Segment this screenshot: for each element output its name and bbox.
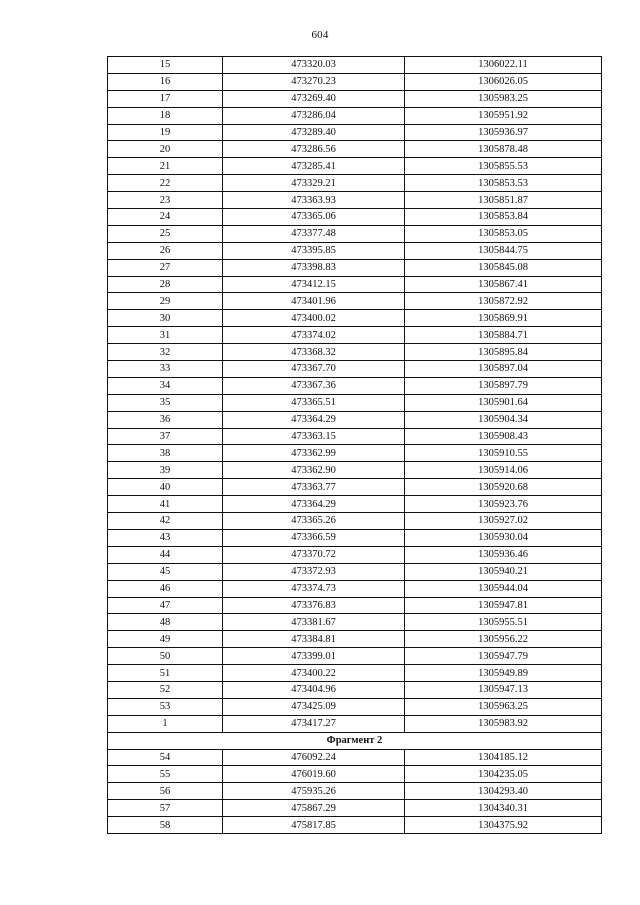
y-coordinate-cell: 1305884.71 [405, 327, 602, 344]
table-row [108, 445, 602, 462]
y-coordinate-cell: 1305949.89 [405, 665, 602, 682]
table-row [108, 496, 602, 513]
table-row [108, 479, 602, 496]
y-coordinate-cell: 1304293.40 [405, 783, 602, 800]
x-coordinate-cell: 473417.27 [223, 715, 405, 732]
x-coordinate-cell: 473395.85 [223, 242, 405, 259]
x-coordinate-cell: 473370.72 [223, 546, 405, 563]
x-coordinate-cell: 475817.85 [223, 817, 405, 834]
x-coordinate-cell: 476019.60 [223, 766, 405, 783]
table-row [108, 377, 602, 394]
y-coordinate-cell: 1305897.79 [405, 377, 602, 394]
table-row [108, 529, 602, 546]
table-row [108, 749, 602, 766]
point-number-cell: 30 [108, 310, 223, 327]
point-number-cell: 44 [108, 546, 223, 563]
y-coordinate-cell: 1305853.84 [405, 209, 602, 226]
point-number-cell: 18 [108, 107, 223, 124]
y-coordinate-cell: 1305851.87 [405, 192, 602, 209]
point-number-cell: 45 [108, 563, 223, 580]
x-coordinate-cell: 473285.41 [223, 158, 405, 175]
y-coordinate-cell: 1305872.92 [405, 293, 602, 310]
x-coordinate-cell: 473368.32 [223, 344, 405, 361]
x-coordinate-cell: 473376.83 [223, 597, 405, 614]
y-coordinate-cell: 1306022.11 [405, 57, 602, 74]
y-coordinate-cell: 1305956.22 [405, 631, 602, 648]
x-coordinate-cell: 473367.36 [223, 377, 405, 394]
point-number-cell: 34 [108, 377, 223, 394]
y-coordinate-cell: 1305947.81 [405, 597, 602, 614]
y-coordinate-cell: 1305845.08 [405, 259, 602, 276]
x-coordinate-cell: 473425.09 [223, 698, 405, 715]
y-coordinate-cell: 1305983.25 [405, 90, 602, 107]
y-coordinate-cell: 1304185.12 [405, 749, 602, 766]
x-coordinate-cell: 473269.40 [223, 90, 405, 107]
y-coordinate-cell: 1305904.34 [405, 411, 602, 428]
table-row [108, 242, 602, 259]
point-number-cell: 29 [108, 293, 223, 310]
y-coordinate-cell: 1305936.46 [405, 546, 602, 563]
x-coordinate-cell: 473384.81 [223, 631, 405, 648]
fragment-heading-row [108, 732, 602, 749]
table-row [108, 783, 602, 800]
x-coordinate-cell: 473286.56 [223, 141, 405, 158]
point-number-cell: 16 [108, 73, 223, 90]
table-row [108, 158, 602, 175]
x-coordinate-cell: 473320.03 [223, 57, 405, 74]
point-number-cell: 40 [108, 479, 223, 496]
y-coordinate-cell: 1305947.13 [405, 681, 602, 698]
point-number-cell: 52 [108, 681, 223, 698]
x-coordinate-cell: 473329.21 [223, 175, 405, 192]
table-row [108, 766, 602, 783]
y-coordinate-cell: 1305910.55 [405, 445, 602, 462]
point-number-cell: 21 [108, 158, 223, 175]
x-coordinate-cell: 473362.90 [223, 462, 405, 479]
table-row [108, 73, 602, 90]
y-coordinate-cell: 1306026.05 [405, 73, 602, 90]
x-coordinate-cell: 473400.02 [223, 310, 405, 327]
y-coordinate-cell: 1305955.51 [405, 614, 602, 631]
table-row [108, 614, 602, 631]
table-row [108, 665, 602, 682]
point-number-cell: 28 [108, 276, 223, 293]
y-coordinate-cell: 1305963.25 [405, 698, 602, 715]
point-number-cell: 19 [108, 124, 223, 141]
y-coordinate-cell: 1305944.04 [405, 580, 602, 597]
table-row [108, 344, 602, 361]
x-coordinate-cell: 473372.93 [223, 563, 405, 580]
point-number-cell: 26 [108, 242, 223, 259]
y-coordinate-cell: 1305936.97 [405, 124, 602, 141]
x-coordinate-cell: 473286.04 [223, 107, 405, 124]
table-row [108, 462, 602, 479]
x-coordinate-cell: 473365.26 [223, 513, 405, 530]
y-coordinate-cell: 1305923.76 [405, 496, 602, 513]
x-coordinate-cell: 473398.83 [223, 259, 405, 276]
y-coordinate-cell: 1305914.06 [405, 462, 602, 479]
y-coordinate-cell: 1305853.05 [405, 225, 602, 242]
point-number-cell: 15 [108, 57, 223, 74]
x-coordinate-cell: 473400.22 [223, 665, 405, 682]
point-number-cell: 22 [108, 175, 223, 192]
table-row [108, 394, 602, 411]
point-number-cell: 33 [108, 361, 223, 378]
point-number-cell: 35 [108, 394, 223, 411]
point-number-cell: 27 [108, 259, 223, 276]
y-coordinate-cell: 1305855.53 [405, 158, 602, 175]
table-row [108, 293, 602, 310]
table-row [108, 563, 602, 580]
y-coordinate-cell: 1305930.04 [405, 529, 602, 546]
y-coordinate-cell: 1305844.75 [405, 242, 602, 259]
point-number-cell: 50 [108, 648, 223, 665]
y-coordinate-cell: 1305920.68 [405, 479, 602, 496]
point-number-cell: 23 [108, 192, 223, 209]
point-number-cell: 56 [108, 783, 223, 800]
y-coordinate-cell: 1305947.79 [405, 648, 602, 665]
point-number-cell: 43 [108, 529, 223, 546]
x-coordinate-cell: 473364.29 [223, 411, 405, 428]
y-coordinate-cell: 1305951.92 [405, 107, 602, 124]
table-row [108, 513, 602, 530]
point-number-cell: 31 [108, 327, 223, 344]
x-coordinate-cell: 473363.77 [223, 479, 405, 496]
table-row [108, 209, 602, 226]
x-coordinate-cell: 473270.23 [223, 73, 405, 90]
page-number: 604 [311, 29, 329, 41]
y-coordinate-cell: 1305878.48 [405, 141, 602, 158]
y-coordinate-cell: 1305901.64 [405, 394, 602, 411]
table-row [108, 175, 602, 192]
point-number-cell: 32 [108, 344, 223, 361]
point-number-cell: 36 [108, 411, 223, 428]
point-number-cell: 55 [108, 766, 223, 783]
x-coordinate-cell: 473367.70 [223, 361, 405, 378]
x-coordinate-cell: 473364.29 [223, 496, 405, 513]
x-coordinate-cell: 476092.24 [223, 749, 405, 766]
table-row [108, 192, 602, 209]
y-coordinate-cell: 1304340.31 [405, 800, 602, 817]
table-row [108, 597, 602, 614]
y-coordinate-cell: 1304375.92 [405, 817, 602, 834]
x-coordinate-cell: 473404.96 [223, 681, 405, 698]
y-coordinate-cell: 1305895.84 [405, 344, 602, 361]
y-coordinate-cell: 1305908.43 [405, 428, 602, 445]
point-number-cell: 46 [108, 580, 223, 597]
table-row [108, 428, 602, 445]
x-coordinate-cell: 473401.96 [223, 293, 405, 310]
y-coordinate-cell: 1305897.04 [405, 361, 602, 378]
point-number-cell: 38 [108, 445, 223, 462]
point-number-cell: 1 [108, 715, 223, 732]
point-number-cell: 25 [108, 225, 223, 242]
point-number-cell: 51 [108, 665, 223, 682]
x-coordinate-cell: 473366.59 [223, 529, 405, 546]
table-row [108, 698, 602, 715]
table-row [108, 631, 602, 648]
point-number-cell: 37 [108, 428, 223, 445]
point-number-cell: 41 [108, 496, 223, 513]
point-number-cell: 48 [108, 614, 223, 631]
coordinates-table-body [108, 57, 602, 834]
x-coordinate-cell: 473365.51 [223, 394, 405, 411]
y-coordinate-cell: 1305927.02 [405, 513, 602, 530]
y-coordinate-cell: 1305867.41 [405, 276, 602, 293]
point-number-cell: 20 [108, 141, 223, 158]
table-row [108, 276, 602, 293]
table-row [108, 124, 602, 141]
x-coordinate-cell: 475935.26 [223, 783, 405, 800]
table-row [108, 141, 602, 158]
point-number-cell: 58 [108, 817, 223, 834]
table-row [108, 107, 602, 124]
table-row [108, 310, 602, 327]
table-row [108, 57, 602, 74]
point-number-cell: 42 [108, 513, 223, 530]
point-number-cell: 24 [108, 209, 223, 226]
table-row [108, 546, 602, 563]
x-coordinate-cell: 473363.93 [223, 192, 405, 209]
point-number-cell: 54 [108, 749, 223, 766]
x-coordinate-cell: 473381.67 [223, 614, 405, 631]
table-row [108, 361, 602, 378]
point-number-cell: 39 [108, 462, 223, 479]
table-row [108, 259, 602, 276]
y-coordinate-cell: 1305983.92 [405, 715, 602, 732]
coordinates-table [107, 56, 602, 834]
table-row [108, 800, 602, 817]
x-coordinate-cell: 473289.40 [223, 124, 405, 141]
table-row [108, 327, 602, 344]
table-row [108, 715, 602, 732]
y-coordinate-cell: 1305940.21 [405, 563, 602, 580]
x-coordinate-cell: 473365.06 [223, 209, 405, 226]
y-coordinate-cell: 1305869.91 [405, 310, 602, 327]
point-number-cell: 47 [108, 597, 223, 614]
table-row [108, 648, 602, 665]
table-row [108, 580, 602, 597]
x-coordinate-cell: 473374.02 [223, 327, 405, 344]
point-number-cell: 57 [108, 800, 223, 817]
y-coordinate-cell: 1305853.53 [405, 175, 602, 192]
y-coordinate-cell: 1304235.05 [405, 766, 602, 783]
x-coordinate-cell: 475867.29 [223, 800, 405, 817]
table-row [108, 225, 602, 242]
x-coordinate-cell: 473363.15 [223, 428, 405, 445]
table-row [108, 817, 602, 834]
x-coordinate-cell: 473377.48 [223, 225, 405, 242]
x-coordinate-cell: 473362.99 [223, 445, 405, 462]
x-coordinate-cell: 473374.73 [223, 580, 405, 597]
table-row [108, 681, 602, 698]
table-row [108, 90, 602, 107]
point-number-cell: 49 [108, 631, 223, 648]
x-coordinate-cell: 473399.01 [223, 648, 405, 665]
point-number-cell: 17 [108, 90, 223, 107]
fragment-heading: Фрагмент 2 [108, 732, 602, 749]
table-row [108, 411, 602, 428]
point-number-cell: 53 [108, 698, 223, 715]
x-coordinate-cell: 473412.15 [223, 276, 405, 293]
